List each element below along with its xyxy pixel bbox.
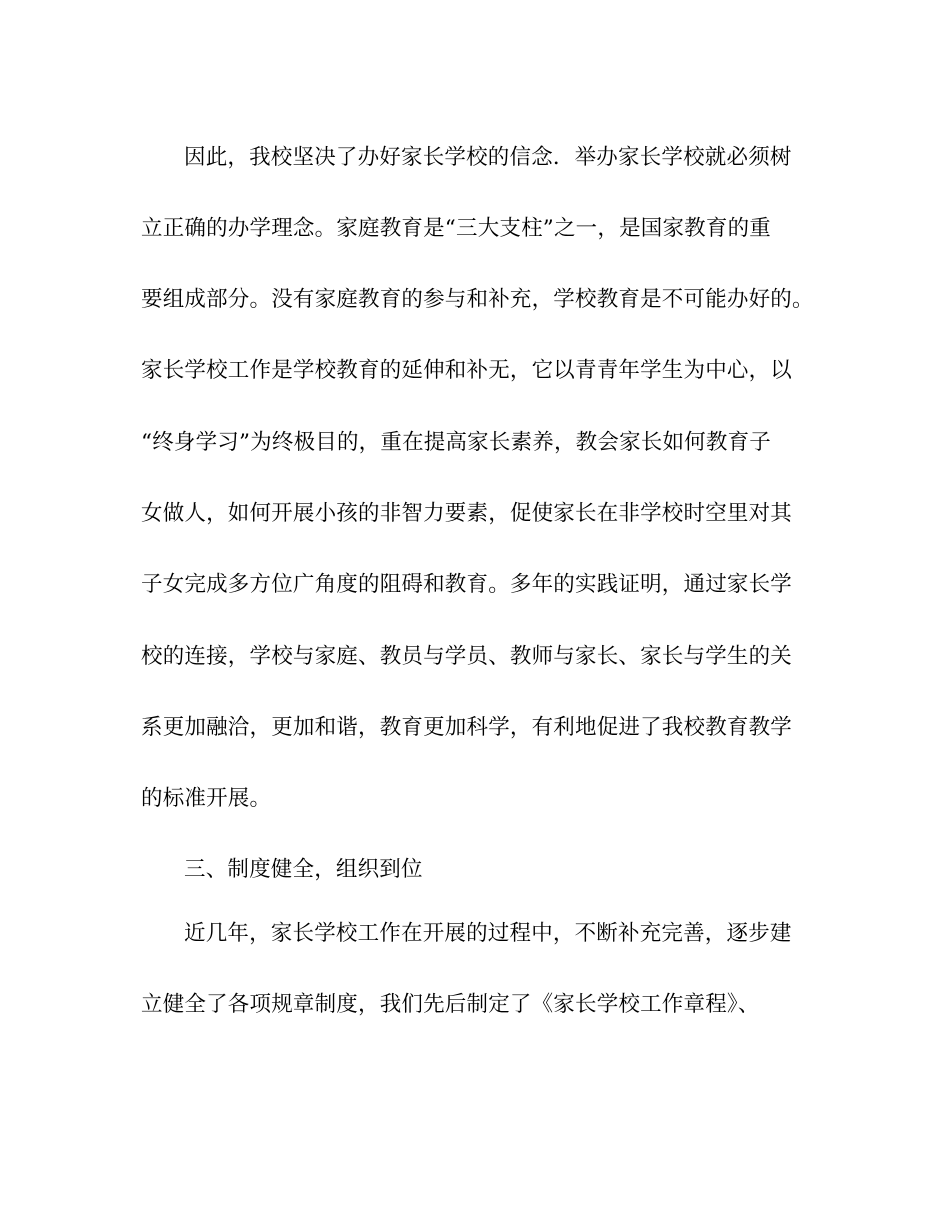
section-heading: 三、制度健全，组织到位 bbox=[184, 857, 423, 882]
paragraph-line-10: 的标准开展。 bbox=[141, 786, 272, 811]
paragraph-line-5: “终身学习”为终极目的，重在提高家长素养，教会家长如何教育子 bbox=[141, 430, 771, 455]
paragraph-line-9: 系更加融洽，更加和谐，教育更加科学，有利地促进了我校教育教学 bbox=[141, 715, 793, 740]
paragraph-line-6: 女做人，如何开展小孩的非智力要素，促使家长在非学校时空里对其 bbox=[141, 501, 793, 526]
paragraph-line-8: 校的连接，学校与家庭、教员与学员、教师与家长、家长与学生的关 bbox=[141, 644, 793, 669]
paragraph-line-7: 子女完成多方位广角度的阻碍和教育。多年的实践证明，通过家长学 bbox=[141, 572, 793, 597]
paragraph-line-4: 家长学校工作是学校教育的延伸和补无，它以青青年学生为中心，以 bbox=[141, 358, 793, 383]
paragraph-line-11: 近几年，家长学校工作在开展的过程中，不断补充完善，逐步建 bbox=[184, 921, 792, 946]
paragraph-line-1: 因此，我校坚决了办好家长学校的信念．举办家长学校就必须树 bbox=[184, 145, 792, 170]
paragraph-line-12: 立健全了各项规章制度，我们先后制定了《家长学校工作章程》、 bbox=[141, 992, 760, 1017]
paragraph-line-2: 立正确的办学理念。家庭教育是“三大支柱”之一，是国家教育的重 bbox=[141, 216, 771, 241]
paragraph-line-3: 要组成部分。没有家庭教育的参与和补充，学校教育是不可能办好的。 bbox=[141, 287, 814, 312]
